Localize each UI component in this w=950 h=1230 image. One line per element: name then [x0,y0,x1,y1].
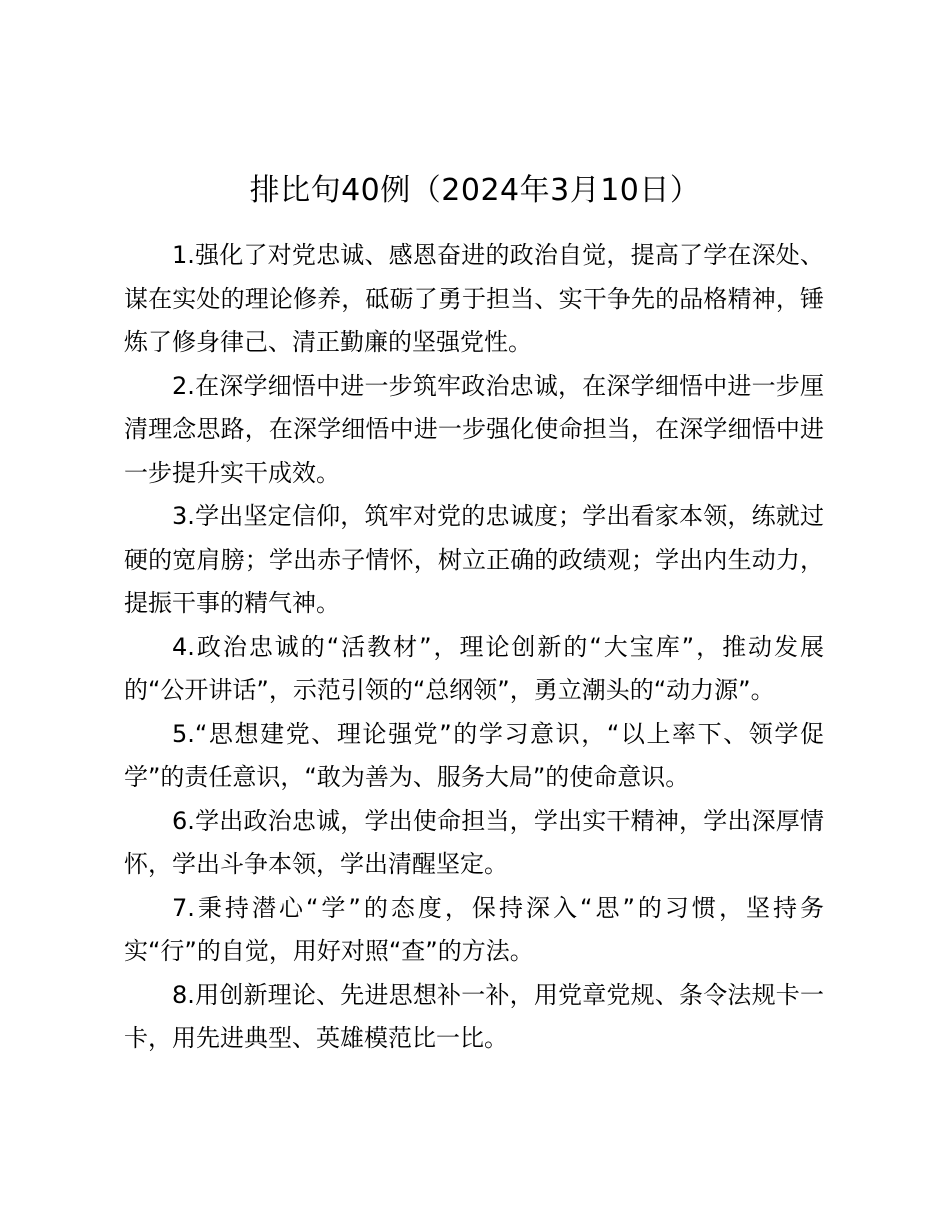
paragraph-8: 8.用创新理论、先进思想补一补，用党章党规、条令法规卡一卡，用先进典型、英雄模范比一比。 [124,980,824,1052]
paragraph-4: 4.政治忠诚的“活教材”，理论创新的“大宝库”，推动发展的“公开讲话”，示范引领的“总纲领”，勇立潮头的“动力源”。 [124,632,824,704]
document-body [124,234,824,1061]
document-title: 排比句40例（2024年3月10日） [249,173,701,208]
paragraph-7: 7.秉持潜心“学”的态度，保持深入“思”的习惯，坚持务实“行”的自觉，用好对照“查”的方法。 [124,893,824,965]
paragraph-3: 3.学出坚定信仰，筑牢对党的忠诚度；学出看家本领，练就过硬的宽肩膀；学出赤子情怀，树立正确的政绩观；学出内生动力，提振干事的精气神。 [124,502,824,617]
paragraph-5: 5.“思想建党、理论强党”的学习意识，“以上率下、领学促学”的责任意识，“敢为善为、服务大局”的使命意识。 [124,719,824,791]
paragraph-6: 6.学出政治忠诚，学出使命担当，学出实干精神，学出深厚情怀，学出斗争本领，学出清醒坚定。 [124,806,824,878]
paragraph-1: 1.强化了对党忠诚、感恩奋进的政治自觉，提高了学在深处、谋在实处的理论修养，砥砺了勇于担当、实干争先的品格精神，锤炼了修身律己、清正勤廉的坚强党性。 [124,241,824,356]
paragraph-2: 2.在深学细悟中进一步筑牢政治忠诚，在深学细悟中进一步厘清理念思路，在深学细悟中进一步强化使命担当，在深学细悟中进一步提升实干成效。 [124,371,824,487]
